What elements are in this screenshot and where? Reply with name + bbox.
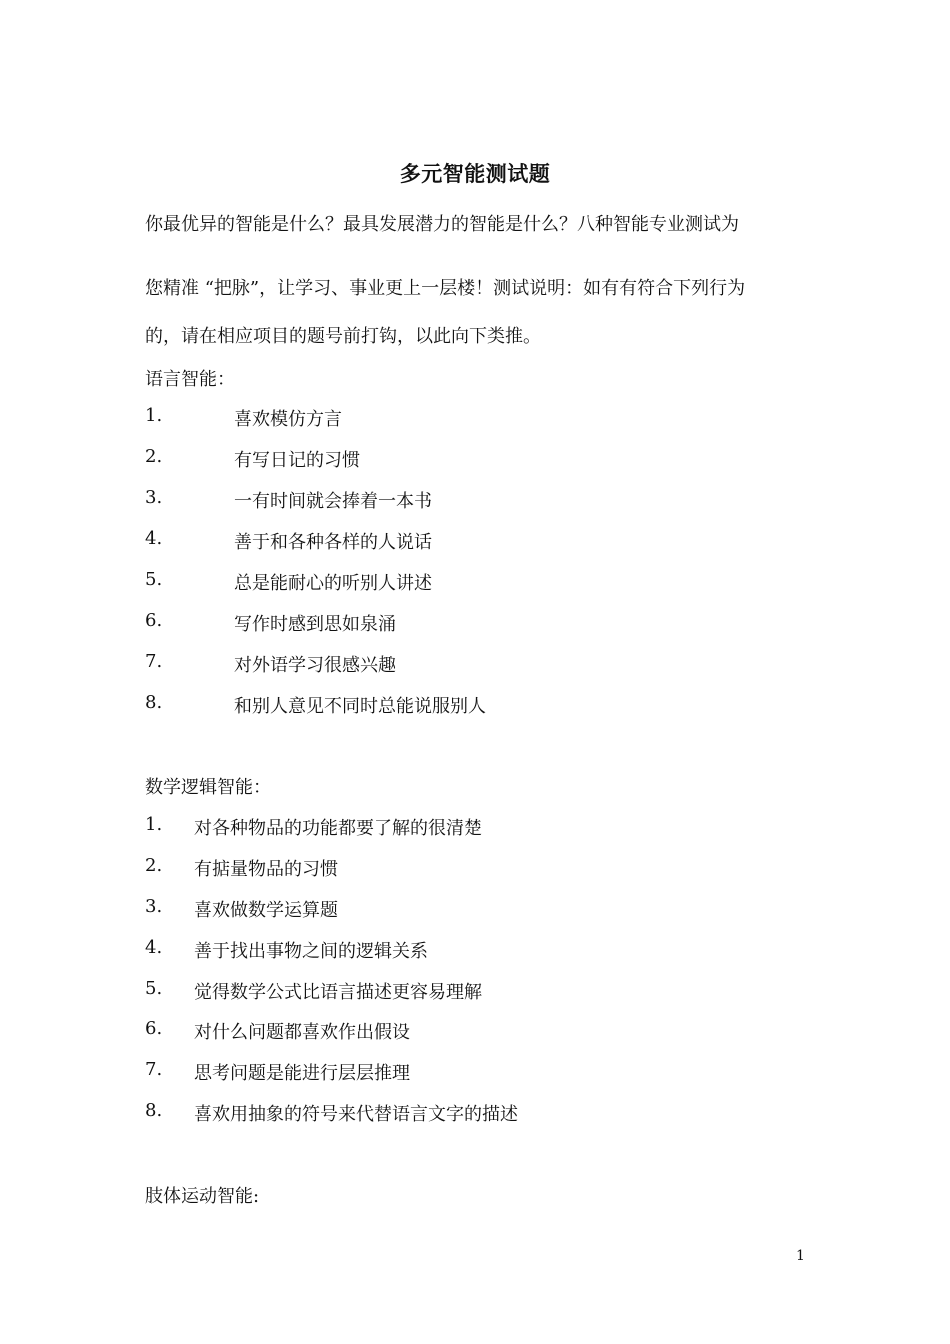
list-item	[145, 651, 396, 676]
list-item	[145, 405, 342, 430]
item-number: 8.	[145, 1100, 163, 1121]
item-number: 4.	[145, 937, 163, 958]
list-item	[145, 610, 396, 635]
list-item	[145, 487, 432, 512]
item-number: 6.	[145, 1018, 163, 1039]
list-item	[145, 692, 486, 717]
item-text: 喜欢做数学运算题	[194, 900, 338, 921]
item-text: 对什么问题都喜欢作出假设	[194, 1022, 410, 1043]
list-item	[145, 1059, 410, 1084]
item-text: 对外语学习很感兴趣	[234, 655, 396, 676]
list-item	[145, 569, 432, 594]
item-number: 1.	[145, 405, 163, 426]
intro-line-1: 你最优异的智能是什么？最具发展潜力的智能是什么？八种智能专业测试为	[145, 214, 739, 235]
item-number: 6.	[145, 610, 163, 631]
item-number: 7.	[145, 1059, 163, 1080]
item-text: 喜欢模仿方言	[234, 409, 342, 430]
item-number: 3.	[145, 487, 163, 508]
list-item	[145, 1100, 518, 1125]
item-text: 一有时间就会捧着一本书	[234, 491, 432, 512]
section-heading-bodily: 肢体运动智能:	[145, 1186, 260, 1207]
item-text: 善于找出事物之间的逻辑关系	[194, 941, 428, 962]
item-number: 2.	[145, 446, 163, 467]
item-number: 2.	[145, 855, 163, 876]
section-heading-logic: 数学逻辑智能：	[145, 777, 271, 798]
item-number: 8.	[145, 692, 163, 713]
item-text: 写作时感到思如泉涌	[234, 614, 396, 635]
list-item	[145, 446, 360, 471]
item-text: 喜欢用抽象的符号来代替语言文字的描述	[194, 1104, 518, 1125]
document-title: 多元智能测试题	[399, 162, 551, 186]
list-item	[145, 896, 338, 921]
item-number: 7.	[145, 651, 163, 672]
list-item	[145, 528, 432, 553]
list-item	[145, 814, 482, 839]
item-text: 有掂量物品的习惯	[194, 859, 338, 880]
intro-line-3: 的，请在相应项目的题号前打钩，以此向下类推。	[145, 326, 541, 347]
item-number: 1.	[145, 814, 163, 835]
item-number: 3.	[145, 896, 163, 917]
item-text: 总是能耐心的听别人讲述	[234, 573, 432, 594]
item-number: 4.	[145, 528, 163, 549]
intro-line-2: 您精准 “把脉”，让学习、事业更上一层楼！测试说明：如有有符合下列行为	[145, 278, 746, 299]
item-text: 和别人意见不同时总能说服别人	[234, 696, 486, 717]
list-item	[145, 978, 482, 1003]
item-text: 对各种物品的功能都要了解的很清楚	[194, 818, 482, 839]
list-item	[145, 937, 428, 962]
item-number: 5.	[145, 569, 163, 590]
item-text: 觉得数学公式比语言描述更容易理解	[194, 982, 482, 1003]
list-item	[145, 1018, 410, 1043]
item-number: 5.	[145, 978, 163, 999]
item-text: 思考问题是能进行层层推理	[194, 1063, 410, 1084]
item-text: 有写日记的习惯	[234, 450, 360, 471]
section-heading-language: 语言智能：	[145, 369, 235, 390]
page-number: 1	[796, 1248, 805, 1264]
item-text: 善于和各种各样的人说话	[234, 532, 432, 553]
list-item	[145, 855, 338, 880]
